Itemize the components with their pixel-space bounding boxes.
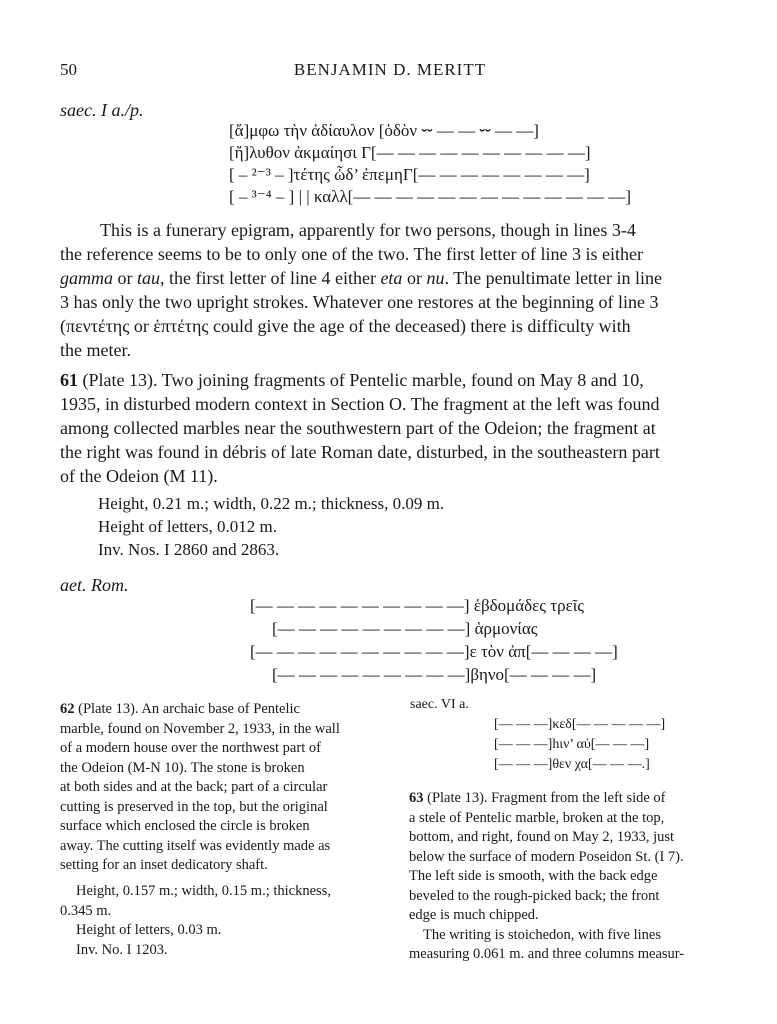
text-fragment: or [402,268,427,288]
description-line: of a modern house over the northwest part of [60,740,321,756]
term-nu: nu [426,268,445,288]
term-gamma: gamma [60,268,113,288]
description-line: surface which enclosed the circle is broken [60,818,310,834]
description-line [409,789,721,809]
inscription-line: [— — —]θεν χα[— — —.] [494,757,650,772]
entry60-commentary [60,218,720,362]
measurement-line: Height, 0.21 m.; width, 0.22 m.; thickness, 0.09 m. [98,494,445,513]
description-line: a stele of Pentelic marble, broken at the top, [409,809,665,826]
description-line: away. The cutting itself was evidently made as [60,837,331,854]
inscription-line: [— — — — — — — — — —]ε τὸν ἀπ[— — — —] [250,642,618,661]
text-fragment: or [113,268,137,288]
entry-number: 61 [60,370,78,390]
epigram-line: [ἄ]μφω τὴν ἀδίαυλον [ὁδὸν ⏑⏑ — — ⏑⏑ — —] [229,121,539,140]
description-line: bottom, and right, found on May 2, 1933, just [409,829,675,845]
description-line: cutting is preserved in the top, but the original [60,798,328,815]
entry61-date: aet. Rom. [60,575,129,595]
measurement-line: Height, 0.157 m.; width, 0.15 m.; thickness, [76,883,331,899]
page-header [60,60,720,82]
entry62-description [60,700,372,876]
entry61-measurements [98,492,444,561]
description-line: the Odeion (M-N 10). The stone is broken [60,759,305,776]
epigram-line: [ – ²⁻³ – ]τέτης ὧδ’ ἐπεμηΓ[— — — — — — — —] [229,165,590,184]
description-line: below the surface of modern Poseidon St. (I 7). [409,848,684,865]
description-line: edge is much chipped. [409,907,539,923]
commentary-line: (πεντέτης or ἑπτέτης could give the age of the deceased) there is difficulty with [60,316,631,336]
term-eta: eta [380,268,403,288]
inscription-line: [— — —]hιν’ αὐ[— — —] [494,737,650,752]
entry-number: 63 [409,790,424,806]
description-line [60,368,720,392]
epigram-line: [ – ³⁻⁴ – ] | | καλλ[— — — — — — — — — — — — —] [229,187,632,206]
inscription-line: [— — — — — — — — —] ἁρμονίας [272,619,538,638]
epigram-line: [ἤ]λυθον ἀκμαίησι Γ[— — — — — — — — — —] [229,143,591,162]
description-line: 1935, in disturbed modern context in Section O. The fragment at the left was found [60,394,660,414]
text-fragment: (Plate 13). Two joining fragments of Pentelic marble, found on May 8 and 10, [78,370,644,390]
entry63-description [409,789,721,965]
description-line: at both sides and at the back; part of a circular [60,779,328,795]
inscription-line: [— — — — — — — — — —] ἑβδομάδες τρεῖς [250,596,585,615]
term-tau: tau [137,268,161,288]
inscription-line: [— — — — — — — — —]βηνο[— — — —] [272,665,597,684]
running-head: BENJAMIN D. MERITT [293,60,487,79]
description-line: The writing is stoichedon, with five lines [423,926,662,943]
description-line: of the Odeion (M 11). [60,466,218,486]
entry60-date: saec. I a./p. [60,100,144,120]
measurement-line: Inv. No. I 1203. [76,941,168,958]
text-fragment: (Plate 13). An archaic base of Pentelic [74,701,300,717]
description-line: beveled to the rough-picked back; the front [409,887,660,904]
description-line: measuring 0.061 m. and three columns measur- [409,946,685,962]
description-line: setting for an inset dedicatory shaft. [60,857,268,873]
entry-number: 62 [60,701,75,717]
entry62-measurements [60,882,331,960]
commentary-line: the reference seems to be to only one of the two. The first letter of line 3 is either [60,244,643,264]
page-number: 50 [60,60,77,79]
description-line: among collected marbles near the southwestern part of the Odeion; the fragment at [60,418,656,438]
measurement-line: Height of letters, 0.012 m. [98,517,277,536]
measurement-line: 0.345 m. [60,902,112,919]
description-line [60,700,372,720]
text-fragment: , the first letter of line 4 either [160,268,381,288]
text-fragment: (Plate 13). Fragment from the left side of [423,790,666,806]
entry63-date [410,697,469,713]
description-line: marble, found on November 2, 1933, in the wall [60,720,340,737]
description-line: the right was found in débris of late Roman date, disturbed, in the southeastern part [60,442,660,462]
date-text: saec. VI a. [410,697,469,712]
inscription-line: [— — —]κεδ[— — — — —] [494,717,666,732]
commentary-line: the meter. [60,340,131,360]
commentary-line: This is a funerary epigram, apparently for two persons, though in lines 3-4 [100,220,636,240]
commentary-line: 3 has only the two upright strokes. Whatever one restores at the beginning of line 3 [60,292,659,312]
commentary-line [60,266,720,290]
text-fragment: . The penultimate letter in line [444,268,663,288]
measurement-line: Inv. Nos. I 2860 and 2863. [98,540,280,559]
entry61-description [60,368,720,488]
description-line: The left side is smooth, with the back edge [409,868,658,884]
measurement-line: Height of letters, 0.03 m. [76,922,222,938]
